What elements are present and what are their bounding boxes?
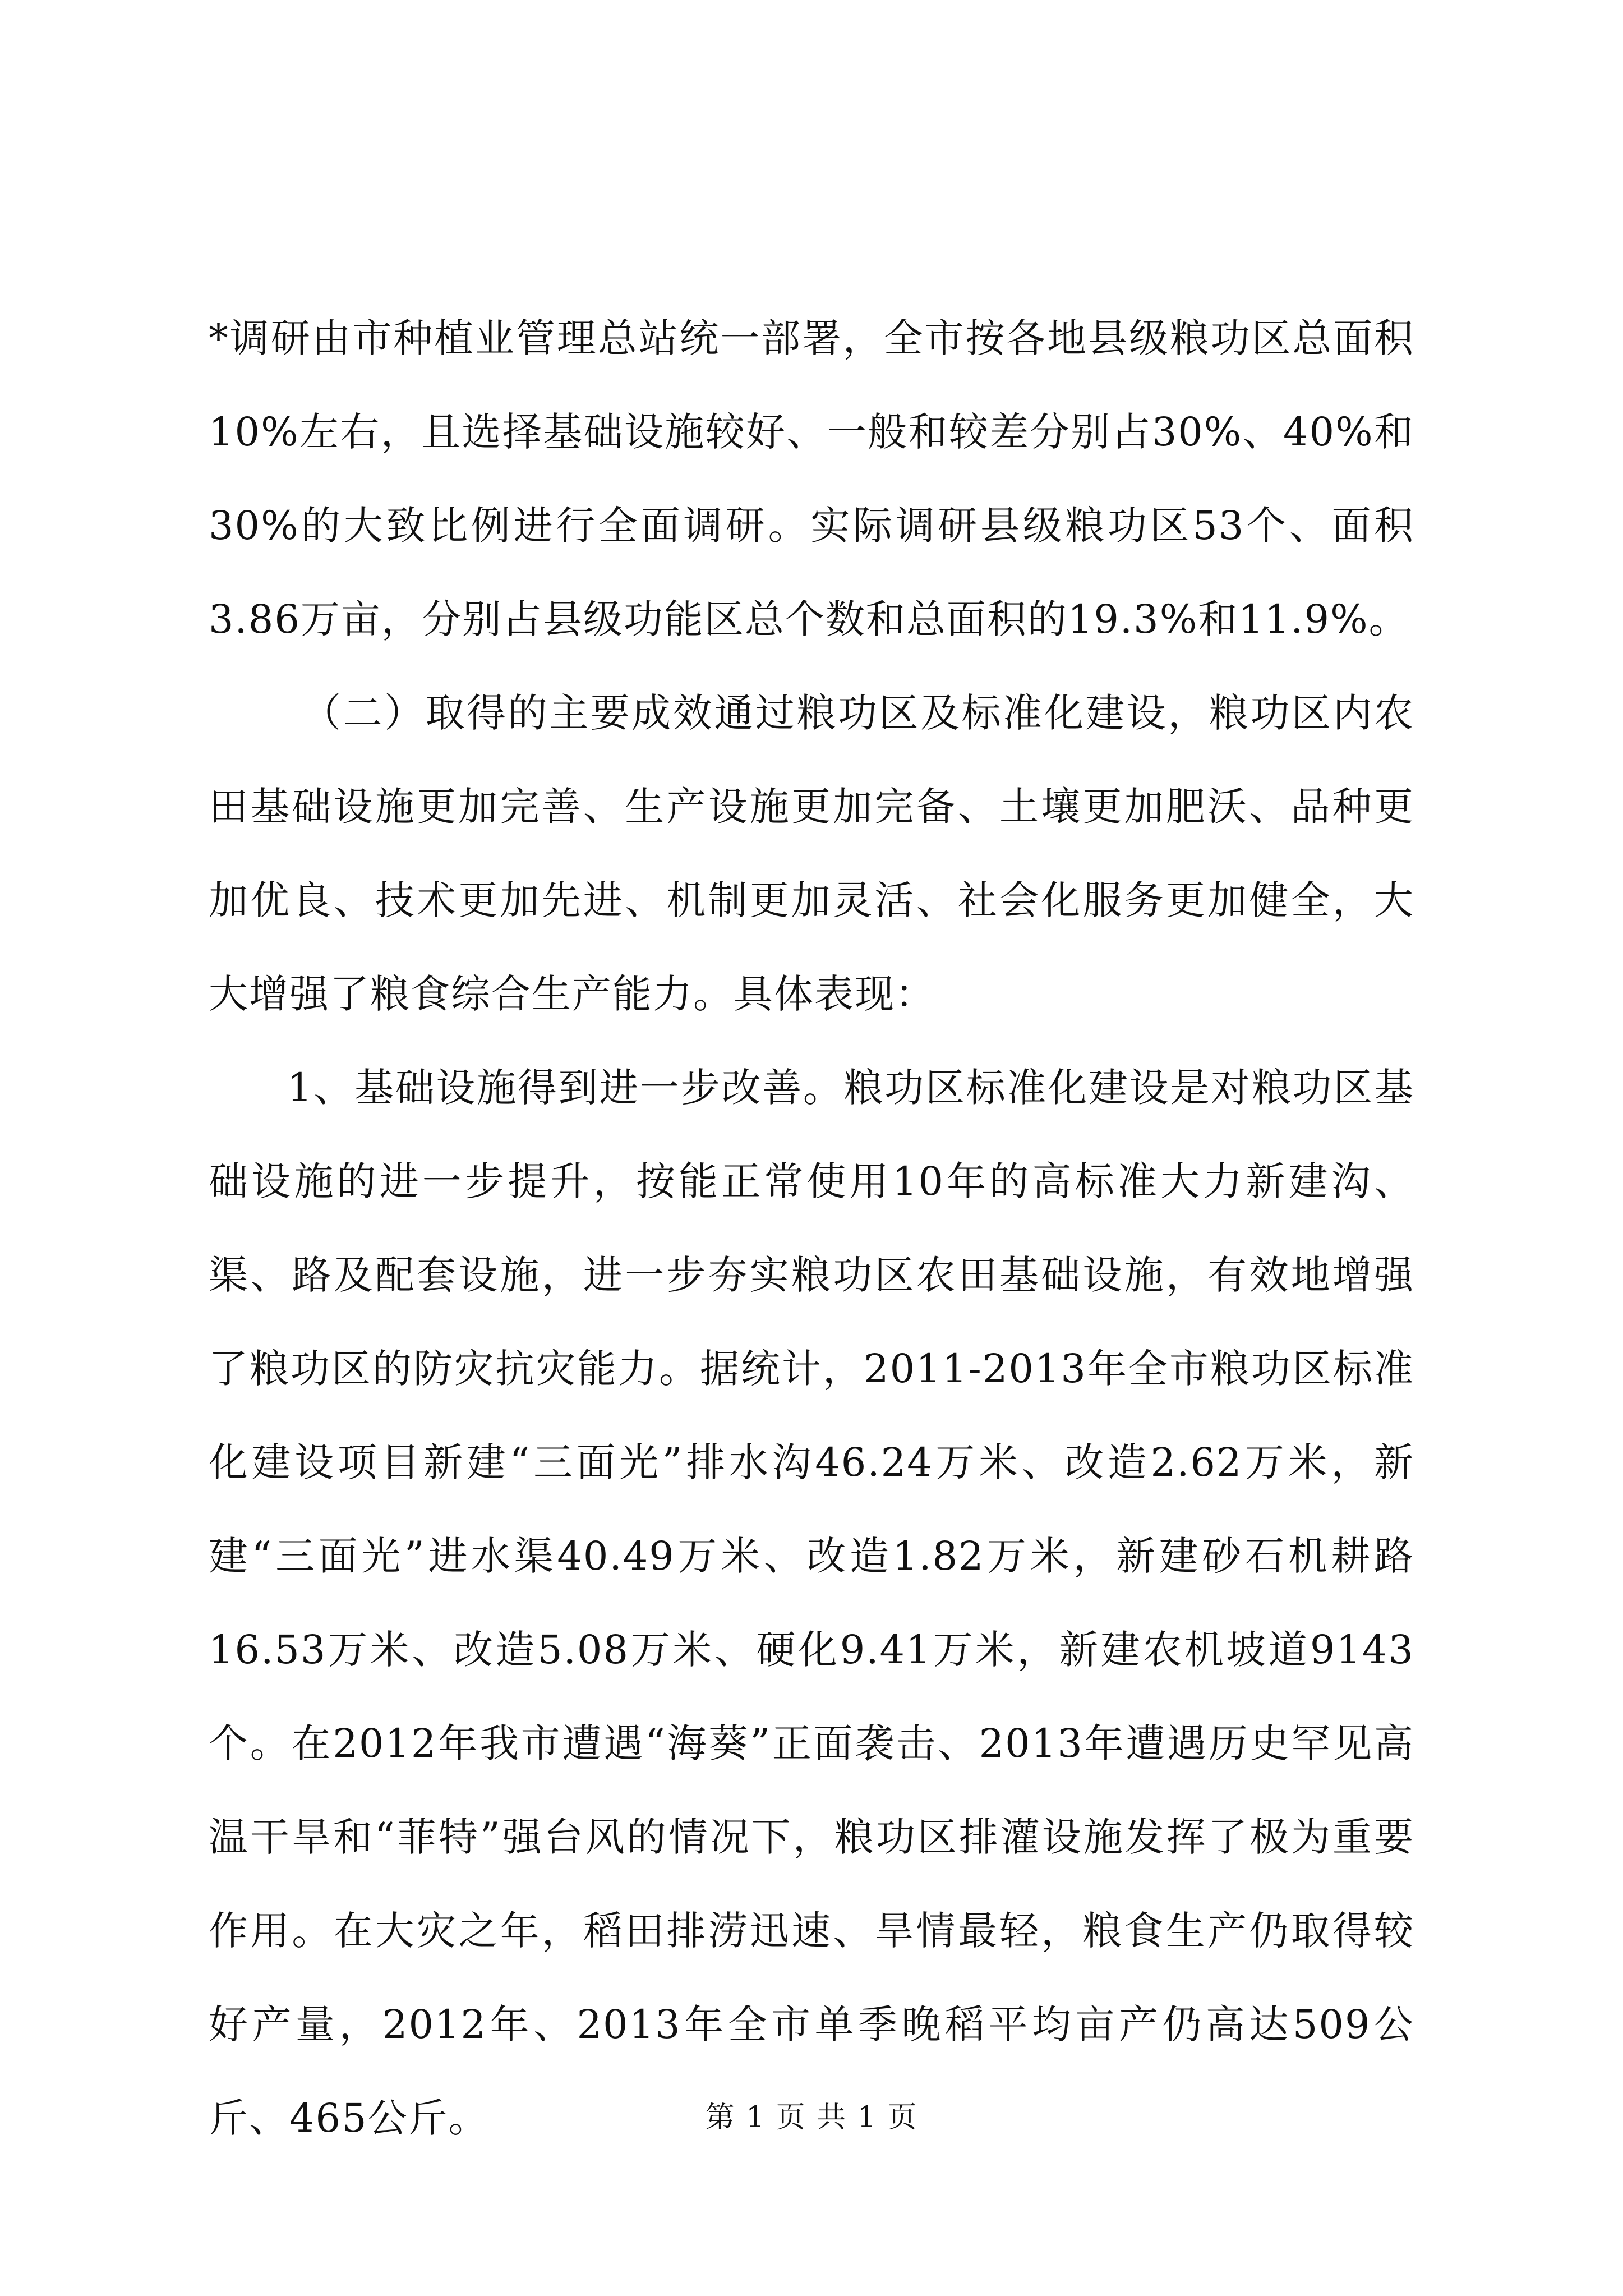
paragraph-survey-scope: *调研由市种植业管理总站统一部署，全市按各地县级粮功区总面积10%左右，且选择基础设施较好、一般和较差分别占30%、40%和30%的大致比例进行全面调研。实际调研县级粮功区53个、面积3.86万亩，分别占县级功能区总个数和总面积的19.3%和11.9%。 — [209, 315, 1414, 642]
paragraph-infrastructure: 1、基础设施得到进一步改善。粮功区标准化建设是对粮功区基础设施的进一步提升，按能正常使用10年的高标准大力新建沟、渠、路及配套设施，进一步夯实粮功区农田基础设施，有效地增强了粮功区的防灾抗灾能力。据统计，2011-2013年全市粮功区标准化建设项目新建“三面光”排水沟46.24万米、改造2.62万米，新建“三面光”进水渠40.49万米、改造1.82万米，新建砂石机耕路16.53万米、改造5.08万米、硬化9.41万米，新建农机坡道9143个。在2012年我市遭遇“海葵”正面袭击、2013年遭遇历史罕见高温干旱和“菲特”强台风的情况下，粮功区排灌设施发挥了极为重要作用。在大灾之年，稻田排涝迅速、旱情最轻，粮食生产仍取得较好产量，2012年、2013年全市单季晚稻平均亩产仍高达509公斤、465公斤。 — [209, 1065, 1414, 2141]
paragraph-main-results: （二）取得的主要成效通过粮功区及标准化建设，粮功区内农田基础设施更加完善、生产设施更加完备、土壤更加肥沃、品种更加优良、技术更加先进、机制更加灵活、社会化服务更加健全，大大增强了粮食综合生产能力。具体表现： — [209, 690, 1414, 1017]
page-footer: 第 1 页 共 1 页 — [705, 2101, 918, 2134]
document-body — [209, 292, 1414, 2165]
